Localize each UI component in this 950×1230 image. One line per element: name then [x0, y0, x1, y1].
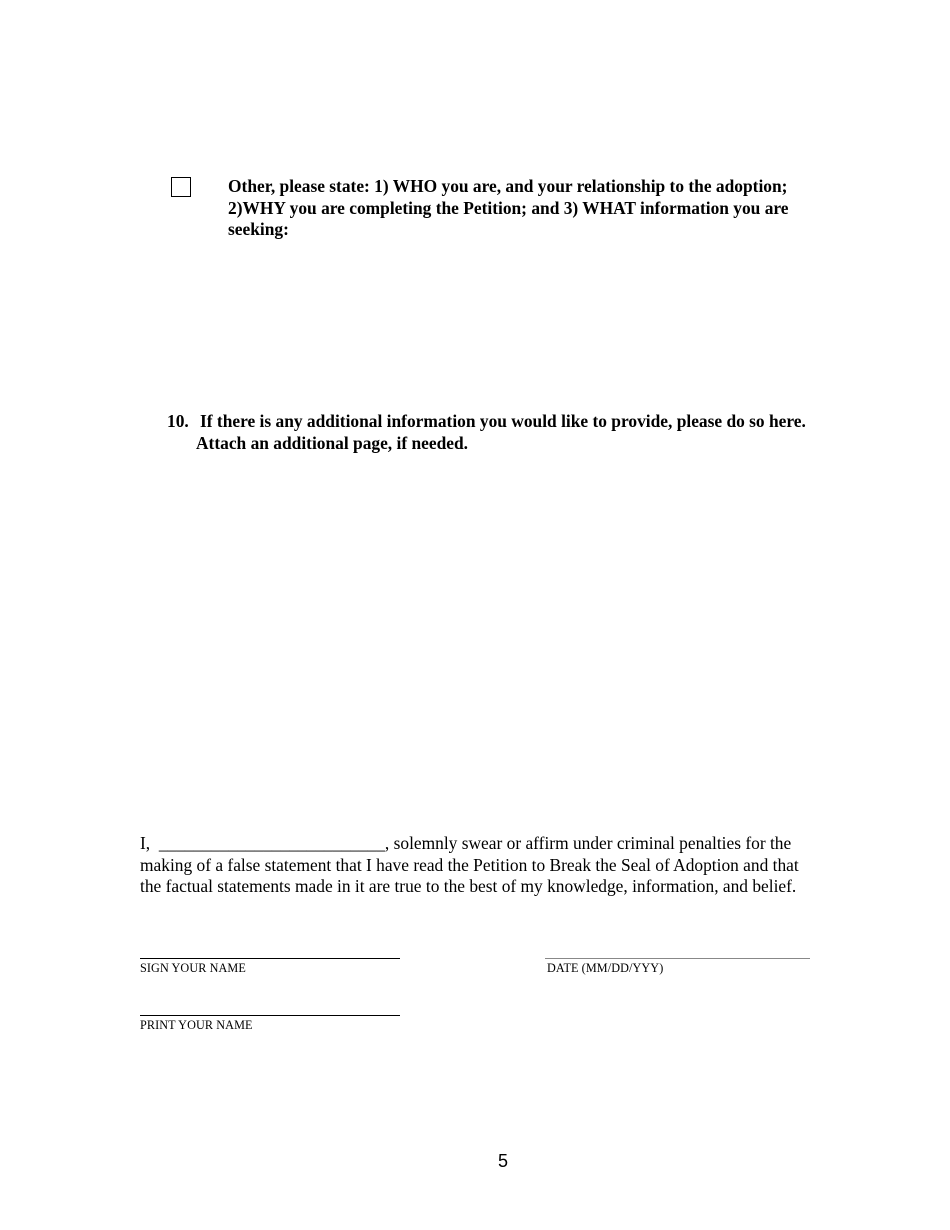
date-label: DATE (MM/DD/YYY) [547, 961, 664, 975]
sign-name-line[interactable] [140, 958, 400, 959]
other-checkbox[interactable] [171, 177, 191, 197]
date-line[interactable] [545, 958, 810, 959]
question-10-line-1: If there is any additional information you would like to provide, please do so here. [200, 411, 806, 431]
other-option-line-2: 2)WHY you are completing the Petition; and 3) WHAT information you are [228, 197, 789, 218]
print-name-line[interactable] [140, 1015, 400, 1016]
oath-line-2: making of a false statement that I have read the Petition to Break the Seal of Adoption and that [140, 854, 799, 875]
other-option-line-1: Other, please state: 1) WHO you are, and your relationship to the adoption; [228, 176, 788, 196]
other-option-line-3: seeking: [228, 219, 289, 239]
sign-name-label: SIGN YOUR NAME [140, 961, 246, 975]
oath-prefix: I, [140, 833, 151, 853]
oath-name-blank[interactable]: __________________________ [158, 833, 385, 853]
question-10-line-2: Attach an additional page, if needed. [196, 432, 468, 453]
oath-line-3: the factual statements made in it are true to the best of my knowledge, information, and belief. [140, 876, 797, 896]
oath-statement [140, 833, 860, 898]
oath-line-1-rest: , solemnly swear or affirm under criminal penalties for the [384, 833, 792, 853]
question-10 [167, 411, 867, 454]
page-number: 5 [497, 1151, 508, 1171]
other-option-text [228, 176, 848, 241]
oath-line-1 [140, 833, 860, 855]
question-10-number: 10. [167, 411, 189, 431]
print-name-label: PRINT YOUR NAME [140, 1018, 253, 1032]
